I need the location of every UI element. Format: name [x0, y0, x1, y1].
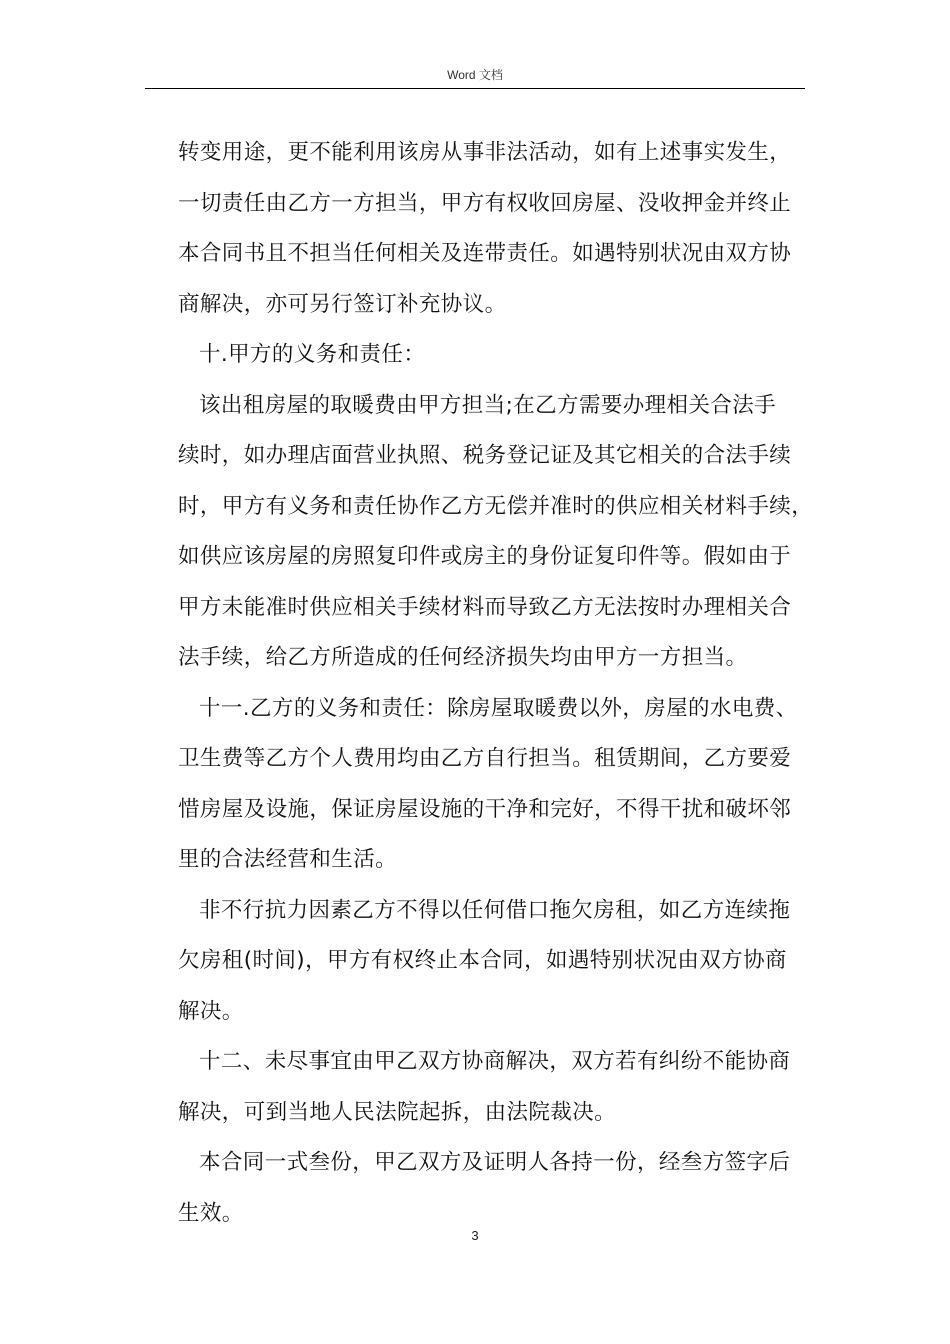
page-number: 3 [471, 1228, 479, 1243]
page-header [145, 66, 805, 89]
text-line: 转变用途，更不能利用该房从事非法活动，如有上述事实发生， [178, 140, 792, 165]
section-heading-10: 十.甲方的义务和责任： [199, 342, 426, 367]
text-line: 本合同书且不担当任何相关及连带责任。如遇特别状况由双方协 [178, 241, 792, 266]
text-line: 该出租房屋的取暖费由甲方担当;在乙方需要办理相关合法手 [199, 392, 777, 418]
text-line: 欠房租(时间)，甲方有权终止本合同，如遇特别状况由双方协商 [178, 948, 787, 973]
text-line: 解决，可到当地人民法院起拆，由法院裁决。 [178, 1099, 617, 1125]
section-heading-12: 十二、未尽事宜由甲乙双方协商解决，双方若有纠纷不能协商 [199, 1049, 791, 1074]
section-heading-11: 十一.乙方的义务和责任：除房屋取暖费以外，房屋的水电费、 [199, 695, 798, 721]
text-line: 里的合法经营和生活。 [178, 847, 398, 872]
text-line: 解决。 [178, 998, 244, 1024]
text-line: 时，甲方有义务和责任协作乙方无偿并准时的供应相关材料手续， [178, 493, 814, 519]
text-line: 甲方未能准时供应相关手续材料而导致乙方无法按时办理相关合 [178, 594, 792, 620]
text-line: 续时，如办理店面营业执照、税务登记证及其它相关的合法手续 [178, 443, 792, 468]
text-line: 惜房屋及设施，保证房屋设施的干净和完好，不得干扰和破坏邻 [178, 796, 792, 822]
text-line: 卫生费等乙方个人费用均由乙方自行担当。租赁期间，乙方要爱 [178, 746, 792, 771]
text-line: 生效。 [178, 1200, 244, 1226]
text-line: 法手续，给乙方所造成的任何经济损失均由甲方一方担当。 [178, 645, 748, 670]
document-body [178, 128, 818, 1239]
text-line: 一切责任由乙方一方担当，甲方有权收回房屋、没收押金并终止 [178, 190, 792, 216]
text-line: 非不行抗力因素乙方不得以任何借口拖欠房租，如乙方连续拖 [199, 897, 791, 923]
header-title: Word 文档 [447, 68, 503, 82]
text-line: 本合同一式叁份，甲乙双方及证明人各持一份，经叁方签字后 [199, 1150, 791, 1175]
text-line: 如供应该房屋的房照复印件或房主的身份证复印件等。假如由于 [178, 544, 792, 569]
text-line: 商解决，亦可另行签订补充协议。 [178, 291, 507, 317]
